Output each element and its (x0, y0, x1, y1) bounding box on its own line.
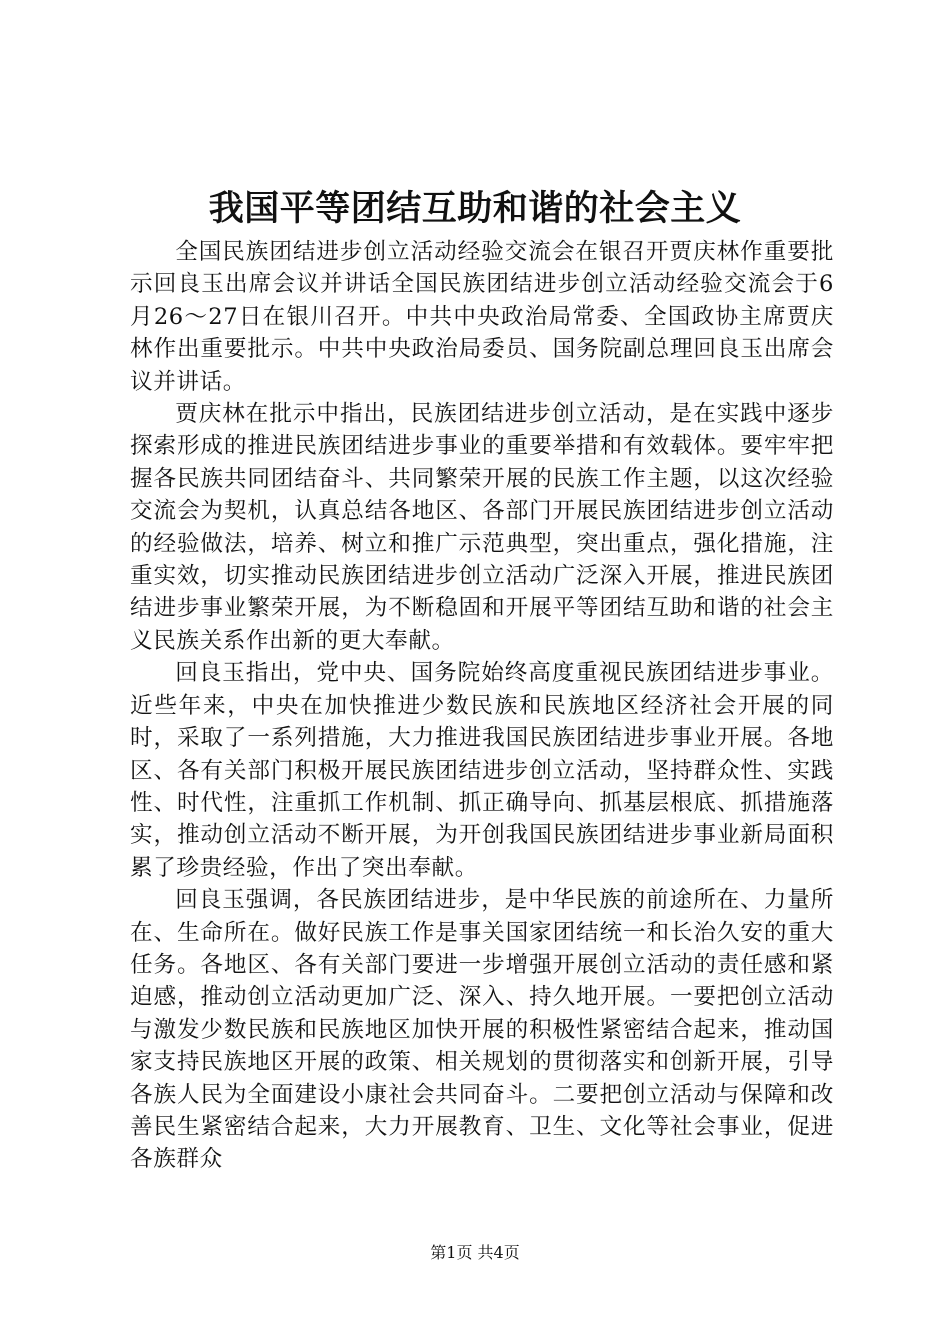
paragraph-4: 回良玉强调，各民族团结进步，是中华民族的前途所在、力量所在、生命所在。做好民族工作是事关国家团结统一和长治久安的重大任务。各地区、各有关部门要进一步增强开展创立活动的责任感和紧迫感，推动创立活动更加广泛、深入、持久地开展。一要把创立活动与激发少数民族和民族地区加快开展的积极性紧密结合起来，推动国家支持民族地区开展的政策、相关规划的贯彻落实和创新开展，引导各族人民为全面建设小康社会共同奋斗。二要把创立活动与保障和改善民生紧密结合起来，大力开展教育、卫生、文化等社会事业，促进各族群众 (130, 887, 834, 1173)
paragraph-2: 贾庆林在批示中指出，民族团结进步创立活动，是在实践中逐步探索形成的推进民族团结进步事业的重要举措和有效载体。要牢牢把握各民族共同团结奋斗、共同繁荣开展的民族工作主题，以这次经验交流会为契机，认真总结各地区、各部门开展民族团结进步创立活动的经验做法，培养、树立和推广示范典型，突出重点，强化措施，注重实效，切实推动民族团结进步创立活动广泛深入开展，推进民族团结进步事业繁荣开展，为不断稳固和开展平等团结互助和谐的社会主义民族关系作出新的更大奉献。 (130, 401, 834, 654)
page-number-footer: 第1页 共4页 (430, 1243, 520, 1262)
document-title: 我国平等团结互助和谐的社会主义 (208, 188, 742, 229)
document-body (130, 236, 834, 1176)
paragraph-3: 回良玉指出，党中央、国务院始终高度重视民族团结进步事业。近些年来，中央在加快推进少数民族和民族地区经济社会开展的同时，采取了一系列措施，大力推进我国民族团结进步事业开展。各地区、各有关部门积极开展民族团结进步创立活动，坚持群众性、实践性、时代性，注重抓工作机制、抓正确导向、抓基层根底、抓措施落实，推动创立活动不断开展，为开创我国民族团结进步事业新局面积累了珍贵经验，作出了突出奉献。 (130, 660, 834, 881)
paragraph-1: 全国民族团结进步创立活动经验交流会在银召开贾庆林作重要批示回良玉出席会议并讲话全国民族团结进步创立活动经验交流会于6月26～27日在银川召开。中共中央政治局常委、全国政协主席贾庆林作出重要批示。中共中央政治局委员、国务院副总理回良玉出席会议并讲话。 (130, 239, 834, 395)
